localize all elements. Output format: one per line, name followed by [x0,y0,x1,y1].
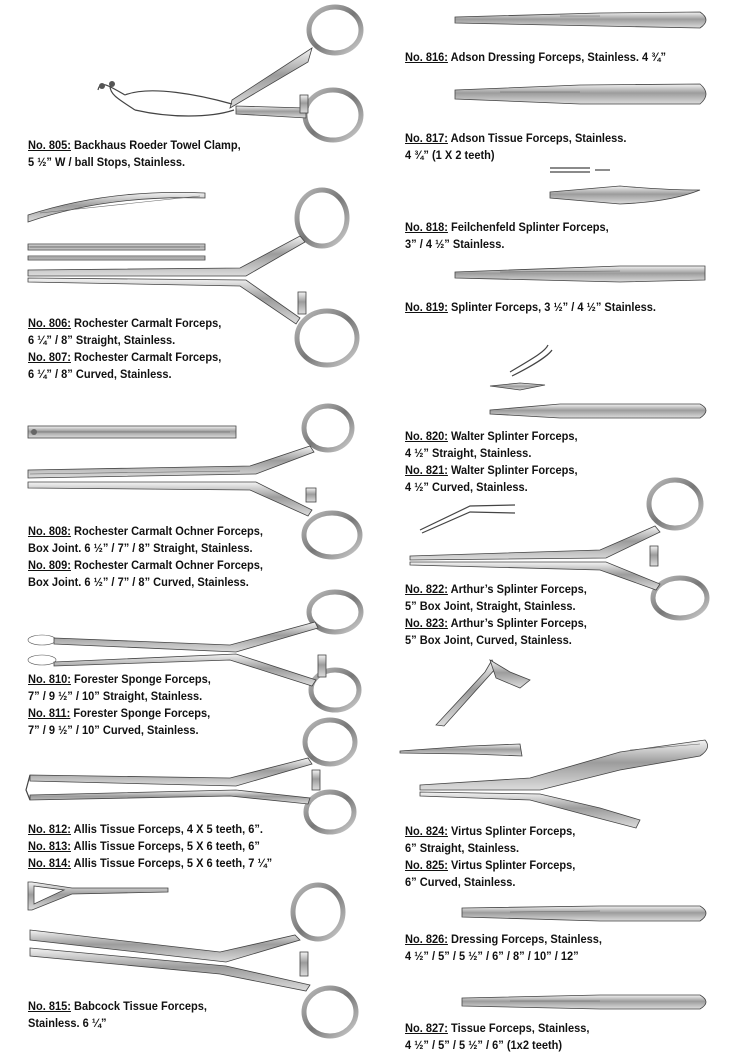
feilchenfeld-forceps-818-illustration [550,168,700,204]
caption-824-825: No. 824: Virtus Splinter Forceps, 6” Straight, Stainless. No. 825: Virtus Splinter Forceps, 6” Curved, Stainless. [405,824,576,889]
caption-827: No. 827: Tissue Forceps, Stainless, 4 ½” / 5” / 5 ½” / 6” (1x2 teeth) [405,1021,590,1052]
tissue-forceps-827-illustration [462,995,706,1009]
caption-805: No. 805: Backhaus Roeder Towel Clamp, 5 ½” W / ball Stops, Stainless. [28,138,241,169]
caption-822-823: No. 822: Arthur’s Splinter Forceps, 5” Box Joint, Straight, Stainless. No. 823: Arthur’s Splinter Forceps, 5” Box Joint, Curved, Stainless. [405,582,587,647]
caption-806-807: No. 806: Rochester Carmalt Forceps, 6 ¼” / 8” Straight, Stainless. No. 807: Rochester Carmalt Forceps, 6 ¼” / 8” Curved, Stainless. [28,316,222,381]
virtus-forceps-824-825-illustration [400,660,708,828]
dressing-forceps-826-illustration [462,906,706,921]
caption-815: No. 815: Babcock Tissue Forceps, Stainless. 6 ¼” [28,999,207,1030]
caption-808-809: No. 808: Rochester Carmalt Ochner Forceps, Box Joint. 6 ½” / 7” / 8” Straight, Stainless. No. 809: Rochester Carmalt Ochner Forceps, Box Joint. 6 ½” / 7” / 8” Curved, Stainless. [28,524,263,589]
adson-tissue-forceps-817-illustration [455,84,706,104]
adson-dressing-forceps-816-illustration [455,12,706,28]
caption-826: No. 826: Dressing Forceps, Stainless, 4 ½” / 5” / 5 ½” / 6” / 8” / 10” / 12” [405,932,602,963]
caption-810-811: No. 810: Forester Sponge Forceps, 7” / 9 ½” / 10” Straight, Stainless. No. 811: Forester Sponge Forceps, 7” / 9 ½” / 10” Curved, Stainless. [28,672,211,737]
caption-820-821: No. 820: Walter Splinter Forceps, 4 ½” Straight, Stainless. No. 821: Walter Splinter Forceps, 4 ½” Curved, Stainless. [405,429,578,494]
caption-817: No. 817: Adson Tissue Forceps, Stainless. 4 ¾” (1 X 2 teeth) [405,131,627,162]
caption-812-814: No. 812: Allis Tissue Forceps, 4 X 5 teeth, 6”. No. 813: Allis Tissue Forceps, 5 X 6 teeth, 6” No. 814: Allis Tissue Forceps, 5 X 6 teeth, 7 ¼” [28,822,273,870]
caption-819: No. 819: Splinter Forceps, 3 ½” / 4 ½” Stainless. [405,300,656,314]
caption-816: No. 816: Adson Dressing Forceps, Stainless. 4 ¾” [405,50,666,64]
splinter-forceps-819-illustration [455,266,705,282]
towel-clamp-805-illustration [98,7,361,140]
caption-818: No. 818: Feilchenfeld Splinter Forceps, 3” / 4 ½” Stainless. [405,220,609,251]
walter-forceps-820-821-illustration [490,345,706,418]
